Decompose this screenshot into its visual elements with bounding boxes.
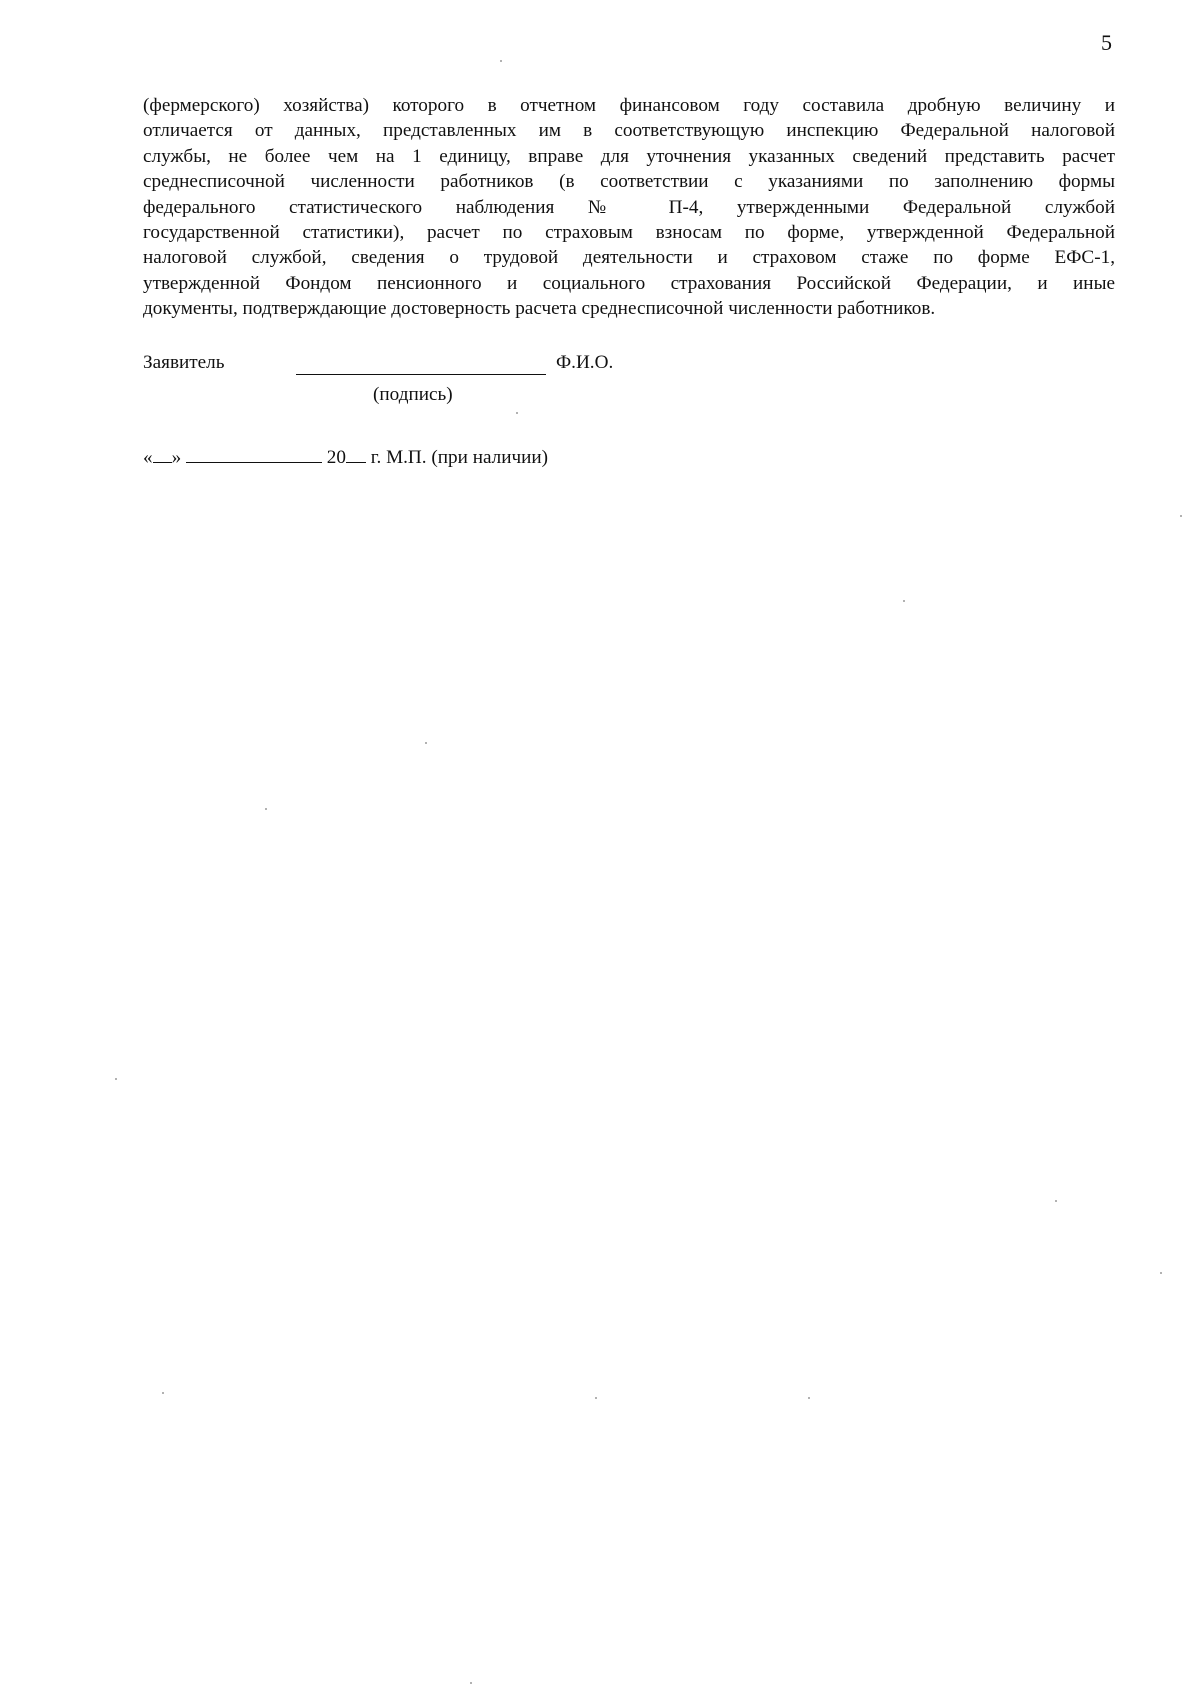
scan-speck [516, 412, 518, 414]
page-number: 5 [1101, 30, 1112, 55]
body-line: (фермерского) хозяйства) которого в отчетном финансовом году составила дробную величину и [143, 95, 1115, 116]
signature-line [296, 374, 546, 375]
scan-speck [1180, 515, 1182, 517]
scan-speck [425, 742, 427, 744]
scan-speck [115, 1078, 117, 1080]
scan-speck [1160, 1272, 1162, 1274]
fio-label: Ф.И.О. [556, 352, 614, 373]
year-prefix: 20 [326, 447, 346, 468]
body-line: отличается от данных, представленных им в соответствующую инспекцию Федеральной налоговой [143, 120, 1115, 142]
signature-caption: (подпись) [373, 384, 453, 405]
body-line: федерального статистического наблюдения № П-4, утвержденными Федеральной службой [143, 196, 1115, 218]
close-quote: » [171, 447, 182, 468]
scan-speck [500, 60, 502, 62]
date-line [143, 444, 548, 469]
signature-block [143, 352, 703, 412]
applicant-label: Заявитель [143, 352, 225, 373]
day-blank [153, 444, 172, 463]
scan-speck [162, 1392, 164, 1394]
date-suffix: г. М.П. (при наличии) [370, 447, 549, 468]
year-blank [346, 444, 366, 463]
body-line: службы, не более чем на 1 единицу, вправе для уточнения указанных сведений представить расчет [143, 145, 1115, 167]
body-line: государственной статистики), расчет по страховым взносам по форме, утвержденной Федеральной [143, 222, 1115, 244]
body-line: среднесписочной численности работников (в соответствии с указаниями по заполнению формы [143, 171, 1115, 193]
body-paragraph [143, 93, 1115, 322]
month-blank [186, 444, 322, 463]
body-line: налоговой службой, сведения о трудовой деятельности и страховом стаже по форме ЕФС-1, [143, 247, 1115, 269]
scan-speck [808, 1397, 810, 1399]
scan-speck [595, 1397, 597, 1399]
open-quote: « [143, 447, 153, 468]
scan-speck [903, 600, 905, 602]
body-line: документы, подтверждающие достоверность расчета среднесписочной численности работников. [143, 298, 936, 320]
scan-speck [470, 1682, 472, 1684]
body-line: утвержденной Фондом пенсионного и социального страхования Российской Федерации, и иные [143, 272, 1115, 294]
scan-speck [265, 808, 267, 810]
scan-speck [1055, 1200, 1057, 1202]
